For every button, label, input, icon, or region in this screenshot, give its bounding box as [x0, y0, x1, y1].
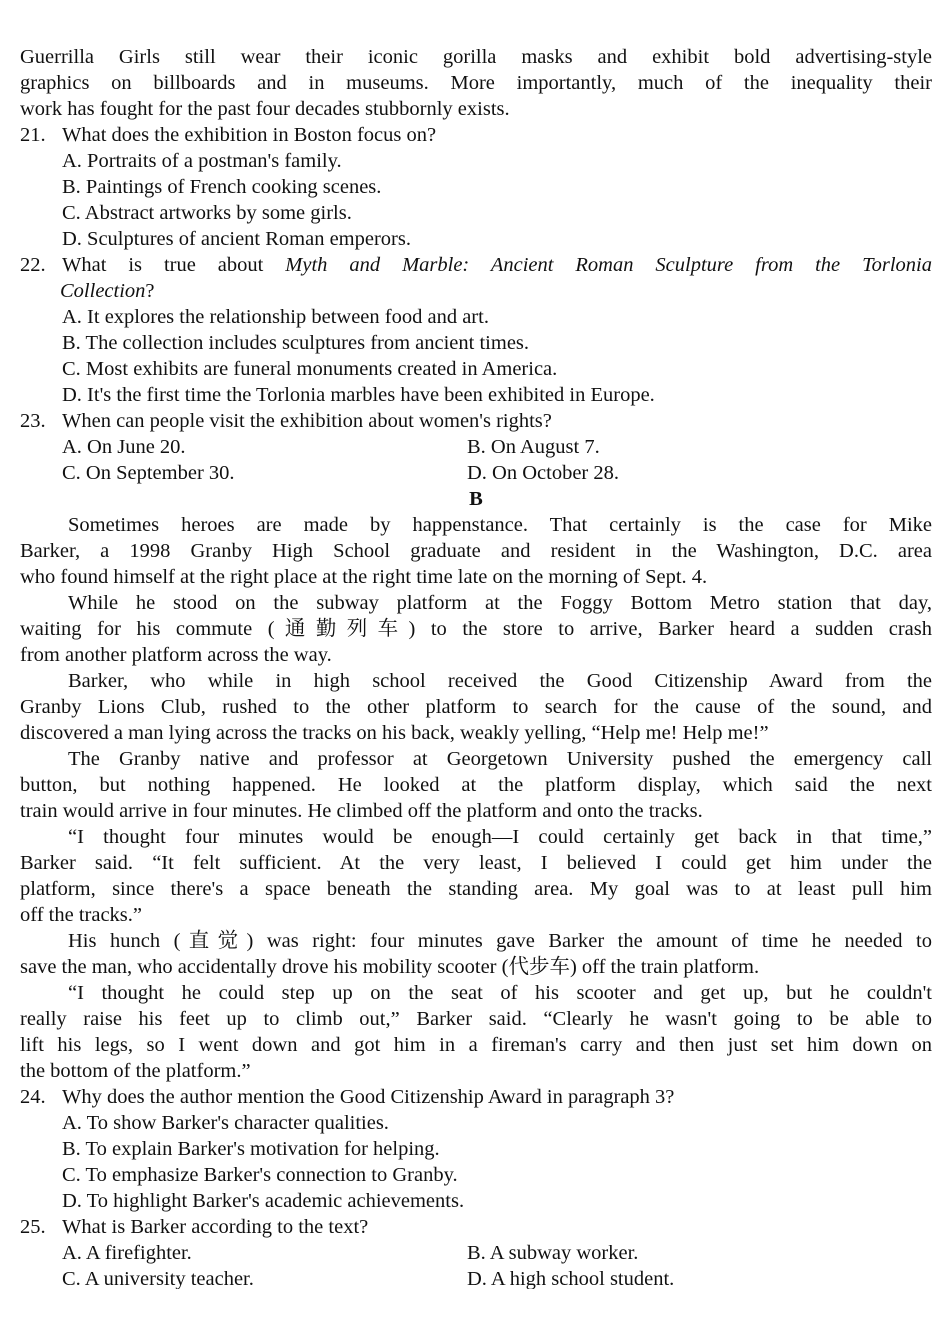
option-a: A. On June 20. — [62, 436, 186, 458]
question-number: 25. — [20, 1216, 46, 1238]
question-text: What is true about — [62, 254, 286, 276]
question-text: When can people visit the exhibition about women's rights? — [62, 410, 552, 432]
passage-b — [20, 512, 932, 1084]
option-c: C. To emphasize Barker's connection to Granby. — [62, 1164, 458, 1186]
question-text: What does the exhibition in Boston focus on? — [62, 124, 437, 146]
option-a: A. Portraits of a postman's family. — [62, 150, 342, 172]
question-21 — [20, 122, 932, 252]
option-d: D. It's the first time the Torlonia marbles have been exhibited in Europe. — [62, 384, 655, 406]
question-number: 21. — [20, 124, 46, 146]
option-c: C. On September 30. — [62, 462, 235, 484]
question-number: 24. — [20, 1086, 46, 1108]
question-22 — [20, 252, 932, 408]
question-number: 23. — [20, 410, 46, 432]
option-b: B. The collection includes sculptures from ancient times. — [62, 332, 530, 354]
paragraph-4: The Granby native and professor at Georgetown University pushed the emergency call button, but nothing happened. He looked at the platform display, which said the next train would arrive in four minutes. He climbed off the platform and onto the tracks. — [20, 748, 932, 822]
exhibition-title: Myth and Marble: Ancient Roman Sculpture from the Torlonia — [285, 254, 932, 276]
option-d: D. On October 28. — [467, 462, 620, 484]
question-24 — [20, 1084, 932, 1214]
section-heading: B — [469, 488, 483, 510]
question-mark: ? — [145, 280, 155, 302]
option-a: A. It explores the relationship between food and art. — [62, 306, 489, 328]
question-number: 22. — [20, 254, 46, 276]
option-b: B. On August 7. — [467, 436, 600, 458]
option-c: C. Abstract artworks by some girls. — [62, 202, 352, 224]
exam-page — [20, 44, 932, 1289]
exhibition-title-cont: Collection — [60, 280, 146, 302]
paragraph-6: His hunch (直觉) was right: four minutes gave Barker the amount of time he needed to save the man, who accidentally drove his mobility scooter (代步车) off the train platform. — [20, 930, 932, 978]
option-a: A. To show Barker's character qualities. — [62, 1112, 389, 1134]
passage-a-tail — [20, 44, 932, 122]
option-b: B. A subway worker. — [467, 1242, 639, 1264]
option-c: C. Most exhibits are funeral monuments created in America. — [62, 358, 558, 380]
paragraph-7: “I thought he could step up on the seat of his scooter and get up, but he couldn't really raise his feet up to climb out,” Barker said. “Clearly he wasn't going to be able to lift his legs, so I went down and got him in a fireman's carry and then just set him down on the bottom of the platform.” — [20, 982, 932, 1082]
option-a: A. A firefighter. — [62, 1242, 192, 1264]
question-text: Why does the author mention the Good Citizenship Award in paragraph 3? — [62, 1086, 675, 1108]
paragraph-3: Barker, who while in high school received the Good Citizenship Award from the Granby Lions Club, rushed to the other platform to search for the cause of the sound, and discovered a man lying across the tracks on his back, weakly yelling, “Help me! Help me!” — [20, 670, 932, 744]
option-d: D. To highlight Barker's academic achievements. — [62, 1190, 465, 1212]
option-c: C. A university teacher. — [62, 1268, 254, 1289]
question-25 — [20, 1214, 932, 1289]
option-b: B. To explain Barker's motivation for helping. — [62, 1138, 440, 1160]
passage-line: graphics on billboards and in museums. More importantly, much of the inequality their — [20, 72, 932, 94]
paragraph-2: While he stood on the subway platform at the Foggy Bottom Metro station that day, waiting for his commute (通勤列车) to the store to arrive, Barker heard a sudden crash from another platform across the way. — [20, 592, 932, 666]
option-d: D. A high school student. — [467, 1268, 675, 1289]
option-d: D. Sculptures of ancient Roman emperors. — [62, 228, 411, 250]
paragraph-1: Sometimes heroes are made by happenstance. That certainly is the case for Mike Barker, a 1998 Granby High School graduate and resident in the Washington, D.C. area who found himself at the right place at the right time late on the morning of Sept. 4. — [20, 514, 932, 588]
passage-line: Guerrilla Girls still wear their iconic gorilla masks and exhibit bold advertising-style — [20, 46, 932, 68]
option-b: B. Paintings of French cooking scenes. — [62, 176, 382, 198]
question-23 — [20, 408, 932, 486]
question-text: What is Barker according to the text? — [62, 1216, 369, 1238]
paragraph-5: “I thought four minutes would be enough—I could certainly get back in that time,” Barker said. “It felt sufficient. At the very least, I believed I could get him under the platform, since there's a space beneath the standing area. My goal was to at least pull him off the tracks.” — [20, 826, 932, 926]
passage-line: work has fought for the past four decades stubbornly exists. — [20, 98, 510, 120]
